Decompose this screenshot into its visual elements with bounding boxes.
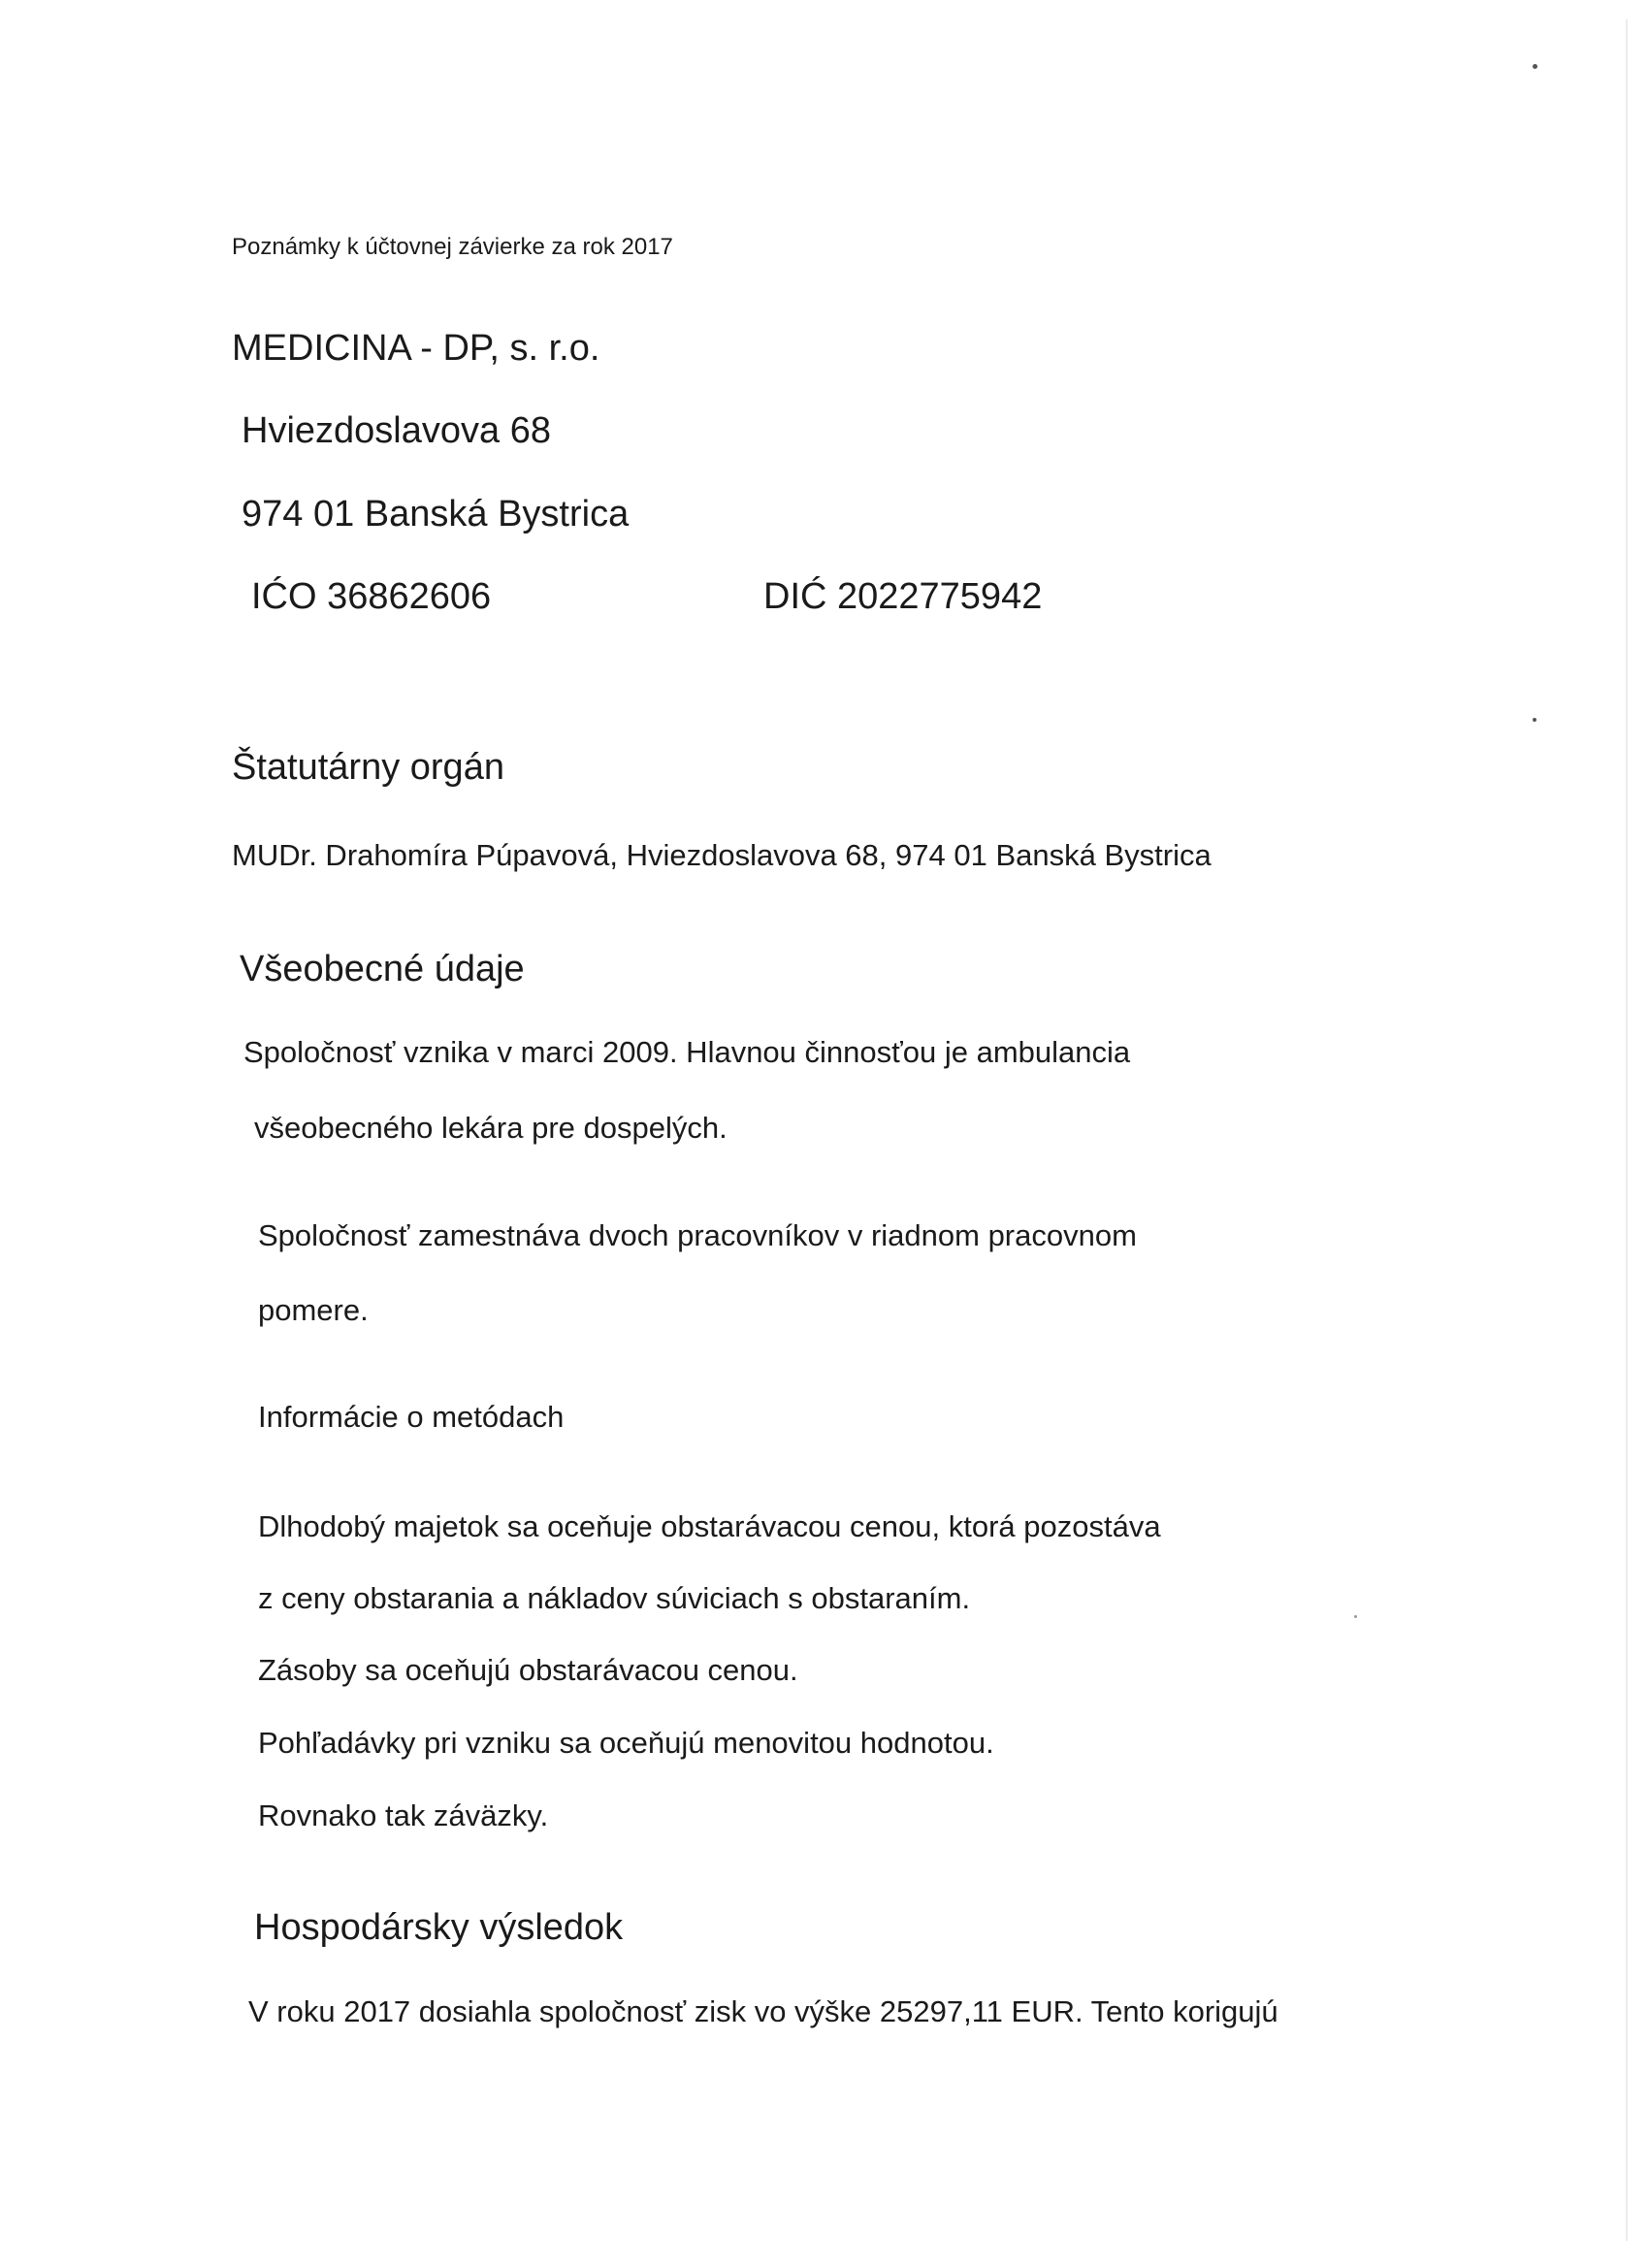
company-name: MEDICINA - DP, s. r.o. xyxy=(232,328,600,369)
methods-text-line-5: Rovnako tak záväzky. xyxy=(258,1798,549,1832)
result-text-line-1: V roku 2017 dosiahla spoločnosť zisk vo výške 25297,11 EUR. Tento korigujú xyxy=(248,1994,1278,2028)
document-subtitle: Poznámky k účtovnej závierke za rok 2017 xyxy=(232,234,673,260)
general-heading: Všeobecné údaje xyxy=(240,949,525,989)
ico-number: IĆO 36862606 xyxy=(251,576,492,617)
methods-text-line-1: Dlhodobý majetok sa oceňuje obstarávacou cenou, ktorá pozostáva xyxy=(258,1509,1161,1543)
general-text-line-1: Spoločnosť vznika v marci 2009. Hlavnou činnosťou je ambulancia xyxy=(243,1035,1131,1069)
methods-text-line-3: Zásoby sa oceňujú obstarávacou cenou. xyxy=(258,1653,798,1687)
general-text-line-2: všeobecného lekára pre dospelých. xyxy=(254,1111,728,1145)
methods-text-line-2: z ceny obstarania a nákladov súviciach s obstaraním. xyxy=(258,1581,971,1615)
statutory-heading: Štatutárny orgán xyxy=(232,747,504,788)
scan-speck xyxy=(1533,718,1536,722)
result-heading: Hospodársky výsledok xyxy=(254,1907,624,1948)
methods-heading: Informácie o metódach xyxy=(258,1400,565,1434)
scan-speck xyxy=(1533,64,1537,69)
employees-text-line-1: Spoločnosť zamestnáva dvoch pracovníkov v riadnom pracovnom xyxy=(258,1218,1137,1252)
scan-speck xyxy=(1354,1615,1357,1618)
address-city: 974 01 Banská Bystrica xyxy=(242,494,630,535)
address-street: Hviezdoslavova 68 xyxy=(242,410,551,451)
dic-number: DIĆ 2022775942 xyxy=(763,576,1043,617)
statutory-body: MUDr. Drahomíra Púpavová, Hviezdoslavova 68, 974 01 Banská Bystrica xyxy=(232,838,1212,872)
methods-text-line-4: Pohľadávky pri vzniku sa oceňujú menovitou hodnotou. xyxy=(258,1726,994,1760)
scan-edge xyxy=(1626,19,1628,2241)
employees-text-line-2: pomere. xyxy=(258,1293,369,1327)
